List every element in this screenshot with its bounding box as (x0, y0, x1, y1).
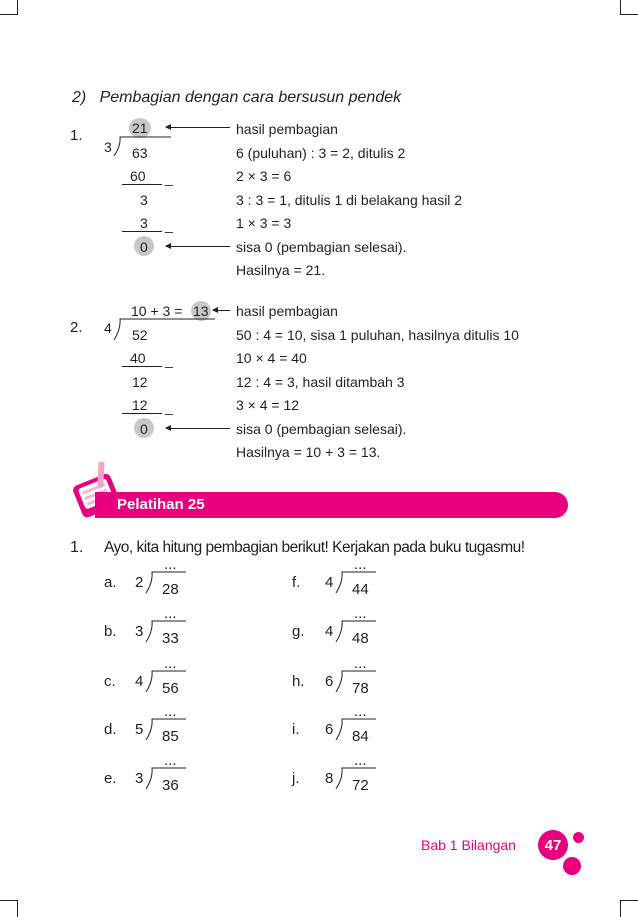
note: sisa 0 (pembagian selesai). (236, 421, 407, 437)
minus-sign: _ (165, 352, 173, 368)
quotient-placeholder: ... (164, 655, 177, 672)
quotient-placeholder: ... (164, 752, 177, 769)
arrow-icon (166, 246, 230, 247)
quotient: 13 (193, 303, 209, 319)
subtraction-line (122, 413, 162, 414)
dividend: 48 (352, 630, 369, 647)
decorative-dot (563, 857, 581, 875)
dividend: 63 (132, 145, 148, 161)
note: 3 × 4 = 12 (236, 397, 300, 413)
crop-mark (620, 14, 638, 15)
dividend: 85 (162, 728, 179, 745)
item-letter: a. (104, 574, 117, 591)
section-title: 2) Pembagian dengan cara bersusun pendek (72, 89, 402, 106)
item-letter: f. (292, 574, 301, 591)
note: sisa 0 (pembagian selesai). (236, 239, 407, 255)
division-bracket (108, 318, 216, 342)
note: 12 : 4 = 3, hasil ditambah 3 (236, 374, 405, 390)
note: 3 : 3 = 1, ditulis 1 di belakang hasil 2 (236, 192, 463, 208)
exercise-title: Pelatihan 25 (117, 496, 205, 513)
step-remainder: 3 (140, 192, 148, 208)
quotient: 21 (132, 120, 148, 136)
note: 6 (puluhan) : 3 = 2, ditulis 2 (236, 145, 406, 161)
dividend: 72 (352, 777, 369, 794)
divisor: 4 (104, 320, 112, 336)
result: Hasilnya = 21. (236, 262, 326, 278)
dividend: 56 (162, 680, 179, 697)
item-letter: g. (292, 623, 305, 640)
arrow-icon (213, 310, 230, 311)
divisor: 8 (325, 770, 334, 787)
example-number: 2. (70, 319, 83, 336)
item-letter: h. (292, 673, 305, 690)
note: 2 × 3 = 6 (236, 168, 292, 184)
page-number: 47 (544, 837, 562, 854)
note: hasil pembagian (236, 121, 338, 137)
divisor: 4 (325, 623, 334, 640)
question-number: 1. (70, 539, 84, 556)
item-letter: i. (292, 721, 300, 738)
note: 1 × 3 = 3 (236, 215, 292, 231)
note: hasil pembagian (236, 303, 338, 319)
divisor: 4 (135, 673, 144, 690)
crop-mark (620, 900, 621, 917)
dividend: 78 (352, 680, 369, 697)
item-letter: j. (292, 770, 300, 787)
divisor: 6 (325, 721, 334, 738)
result: Hasilnya = 10 + 3 = 13. (236, 444, 381, 460)
crop-mark (620, 900, 638, 901)
note: 50 : 4 = 10, sisa 1 puluhan, hasilnya ditulis 10 (236, 327, 519, 343)
quotient-placeholder: ... (354, 655, 367, 672)
item-letter: b. (104, 623, 117, 640)
question-text: Ayo, kita hitung pembagian berikut! Kerjakan pada buku tugasmu! (104, 539, 525, 556)
subtraction-line (122, 184, 162, 185)
minus-sign: _ (165, 217, 173, 233)
crop-mark (0, 900, 18, 901)
divisor: 6 (325, 673, 334, 690)
example-number: 1. (70, 127, 83, 144)
dividend: 84 (352, 728, 369, 745)
divisor: 3 (104, 139, 112, 155)
step-product: 3 (140, 215, 148, 231)
subtraction-line (122, 366, 162, 367)
dividend: 52 (132, 327, 148, 343)
dividend: 28 (162, 581, 179, 598)
quotient-placeholder: ... (354, 752, 367, 769)
note: 10 × 4 = 40 (236, 350, 307, 366)
quotient-placeholder: ... (164, 556, 177, 573)
crop-mark (17, 900, 18, 917)
crop-mark (620, 0, 621, 14)
dividend: 33 (162, 630, 179, 647)
divisor: 5 (135, 721, 144, 738)
quotient-placeholder: ... (164, 703, 177, 720)
divisor: 2 (135, 574, 144, 591)
arrow-icon (166, 127, 230, 128)
decorative-dot (573, 832, 584, 843)
quotient-placeholder: ... (164, 605, 177, 622)
crop-mark (17, 0, 18, 14)
divisor: 3 (135, 770, 144, 787)
crop-mark (0, 14, 18, 15)
quotient-placeholder: ... (354, 605, 367, 622)
quotient-expression: 10 + 3 = (131, 303, 183, 319)
step-remainder: 12 (132, 374, 148, 390)
arrow-icon (166, 428, 230, 429)
divisor: 4 (325, 574, 334, 591)
quotient-placeholder: ... (354, 556, 367, 573)
dividend: 36 (162, 777, 179, 794)
step-product: 40 (130, 350, 146, 366)
final-remainder: 0 (140, 421, 148, 437)
step-product: 60 (130, 168, 146, 184)
quotient-placeholder: ... (354, 703, 367, 720)
item-letter: c. (104, 673, 116, 690)
final-remainder: 0 (140, 239, 148, 255)
minus-sign: _ (165, 170, 173, 186)
divisor: 3 (135, 623, 144, 640)
minus-sign: _ (165, 399, 173, 415)
dividend: 44 (352, 581, 369, 598)
item-letter: d. (104, 721, 117, 738)
item-letter: e. (104, 770, 117, 787)
subtraction-line (122, 231, 162, 232)
chapter-label: Bab 1 Bilangan (421, 837, 516, 853)
step-product: 12 (132, 397, 148, 413)
